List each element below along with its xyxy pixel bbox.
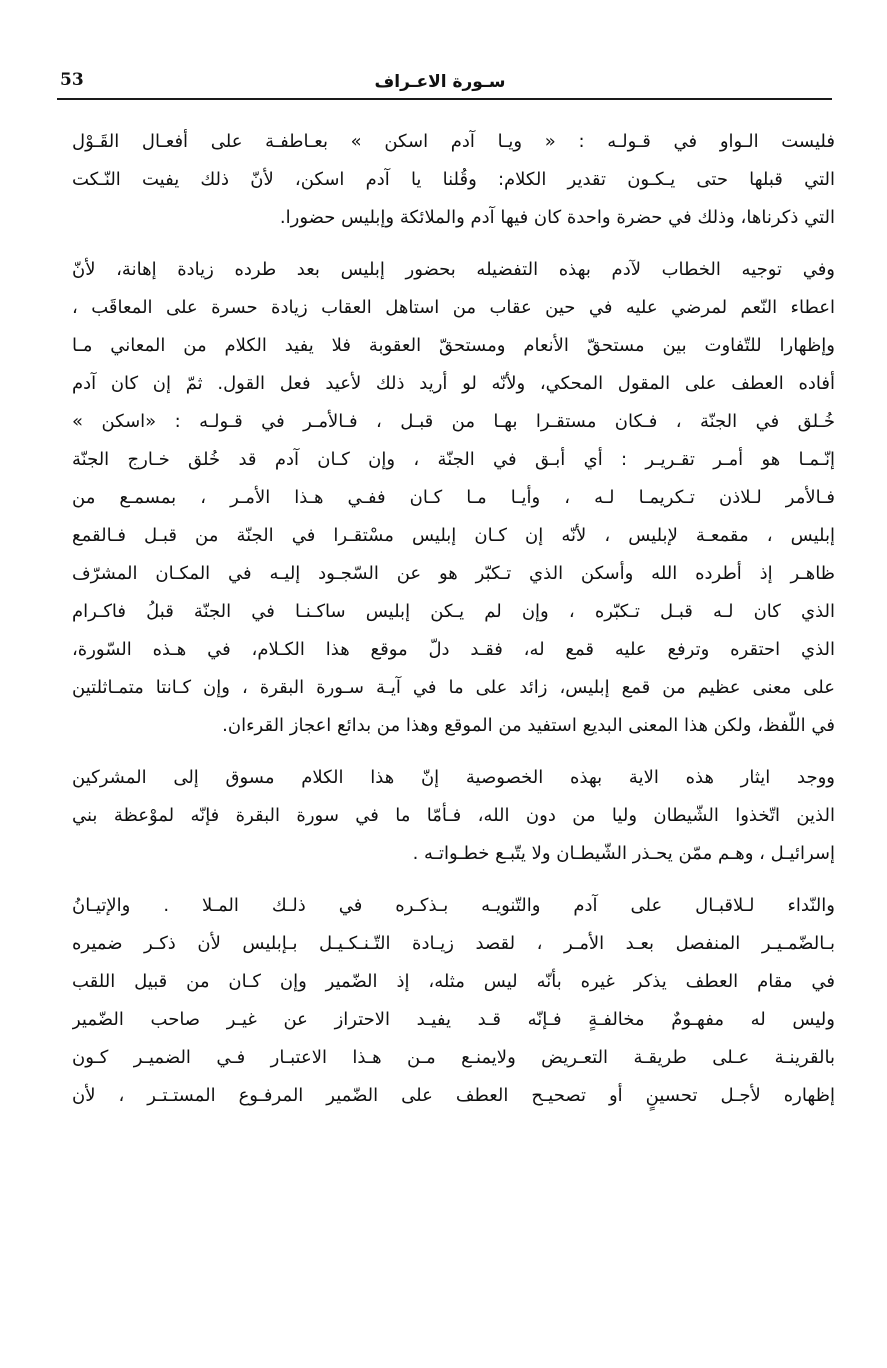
- text-line: وإظهارا للتّفاوت بين مستحقّ الأنعام ومستحقّ العقوبة فلا يفيد الكلام من المعاني مـا: [72, 335, 835, 356]
- text-line: خُـلق في الجنّة ، فـكان مستقـرا بهـا من قبـل ، فـالأمـر في قـولـه : «اسكن »: [72, 411, 835, 432]
- page-number: 53: [60, 70, 84, 90]
- text-line: ظاهـر إذ أطرده الله وأسكن الذي تـكبّر هو عن السّجـود إليـه في المكـان المشرّف: [72, 563, 835, 584]
- text-line: اعطاء النّعم لمرضي عليه في حين عقاب من استاهل العقاب زيادة حسرة على المعاقَب ،: [72, 297, 835, 318]
- paragraph-1: [72, 123, 835, 237]
- text-line: فـالأمر لـلاذن تـكريمـا لـه ، وأيـا مـا كـان ففـي هـذا الأمـر ، بمسمـع من: [72, 487, 835, 508]
- paragraph-4: [72, 887, 835, 1115]
- text-line: في اللّفظ، ولكن هذا المعنى البديع استفيد من الموقع وهذا من بدائع اعجاز القرءان.: [222, 715, 835, 736]
- text-line: إنّـمـا هو أمـر تقـريـر : أي أبـق في الجنّة ، وإن كـان آدم قد خُلق خـارج الجنّة: [72, 449, 835, 470]
- text-line: فليست الـواو في قـولـه : « ويـا آدم اسكن » بعـاطفـة على أفعـال القَـوْل: [72, 131, 835, 152]
- text-line: التي قبلها حتى يـكـون تقدير الكلام: وقُلنا يا آدم اسكن، لأنّ ذلك يفيت النّـكت: [72, 169, 835, 190]
- text-line: والنّداء لـلاقبـال على آدم والتّنويـه بـذكـره في ذلـك المـلا . والإتيـانُ: [72, 895, 835, 916]
- paragraph-2: [72, 251, 835, 745]
- text-line: وفي توجيه الخطاب لآدم بهذه التفضيله بحضور إبليس بعد طرده زيادة إهانة، لأنّ: [72, 259, 835, 280]
- running-title: سـورة الاعـراف: [374, 72, 506, 92]
- text-line: الذي كان لـه قبـل تـكبّره ، وإن لم يـكن إبليس ساكـنـا في الجنّة قبلُ فاكـرام: [72, 601, 835, 622]
- text-line: بـالضّمـيـر المنفصل بعـد الأمـر ، لقصد زيـادة التّـنـكـيـل بـإبليس لأن ذكـر ضميره: [72, 933, 835, 954]
- paragraph-3: [72, 759, 835, 873]
- text-line: أفاده العطف على المقول المحكي، ولأنّه لو أريد ذلك لأعيد فعل القول. ثمّ إن كان آدم: [72, 373, 835, 394]
- header-rule: [57, 98, 832, 100]
- text-line: إبليس ، مقمعـة لإبليس ، لأنّه إن كـان إبليس مسْتقـرا في الجنّة من قبـل فـالقمع: [72, 525, 835, 546]
- text-line: إظهاره لأجـل تحسينٍ أو تصحيـح العطف على الضّمير المرفـوع المستـتـر ، لأن: [72, 1085, 835, 1106]
- text-line: بالقرينـة عـلى طريقـة التعـريض ولايمنـع مـن هـذا الاعتبـار فـي الضميـر كـون: [72, 1047, 835, 1068]
- text-line: في مقام العطف يذكر غيره بأنّه ليس مثله، إذ الضّمير وإن كـان من قبيل اللقب: [72, 971, 835, 992]
- text-line: وليس له مفهـومٌ مخالفـةٍ فـإنّه قـد يفيـد الاحتراز عن غيـر صاحب الضّمير: [72, 1009, 835, 1030]
- text-line: ووجد ايثار هذه الاية بهذه الخصوصية إنّ هذا الكلام مسوق إلى المشركين: [72, 767, 835, 788]
- text-line: الذين اتّخذوا الشّيطان وليا من دون الله، فـأمّا ما في سورة البقرة فإنّه لموْعظة بني: [72, 805, 835, 826]
- text-line: على معنى عظيم من قمع إبليس، زائد على ما في آيـة سـورة البقرة ، وإن كـانتا متمـاثلتين: [72, 677, 835, 698]
- text-line: التي ذكرناها، وذلك في حضرة واحدة كان فيها آدم والملائكة وإبليس حضورا.: [279, 207, 835, 228]
- text-line: الذي احتقره وترفع عليه قمع له، فقـد دلّ موقع هذا الكـلام، في هـذه السّورة،: [72, 639, 835, 660]
- body-text: [72, 123, 835, 1129]
- text-line: إسرائيـل ، وهـم ممّن يحـذر الشّيطـان ولا يتّبـع خطـواتـه .: [412, 843, 835, 864]
